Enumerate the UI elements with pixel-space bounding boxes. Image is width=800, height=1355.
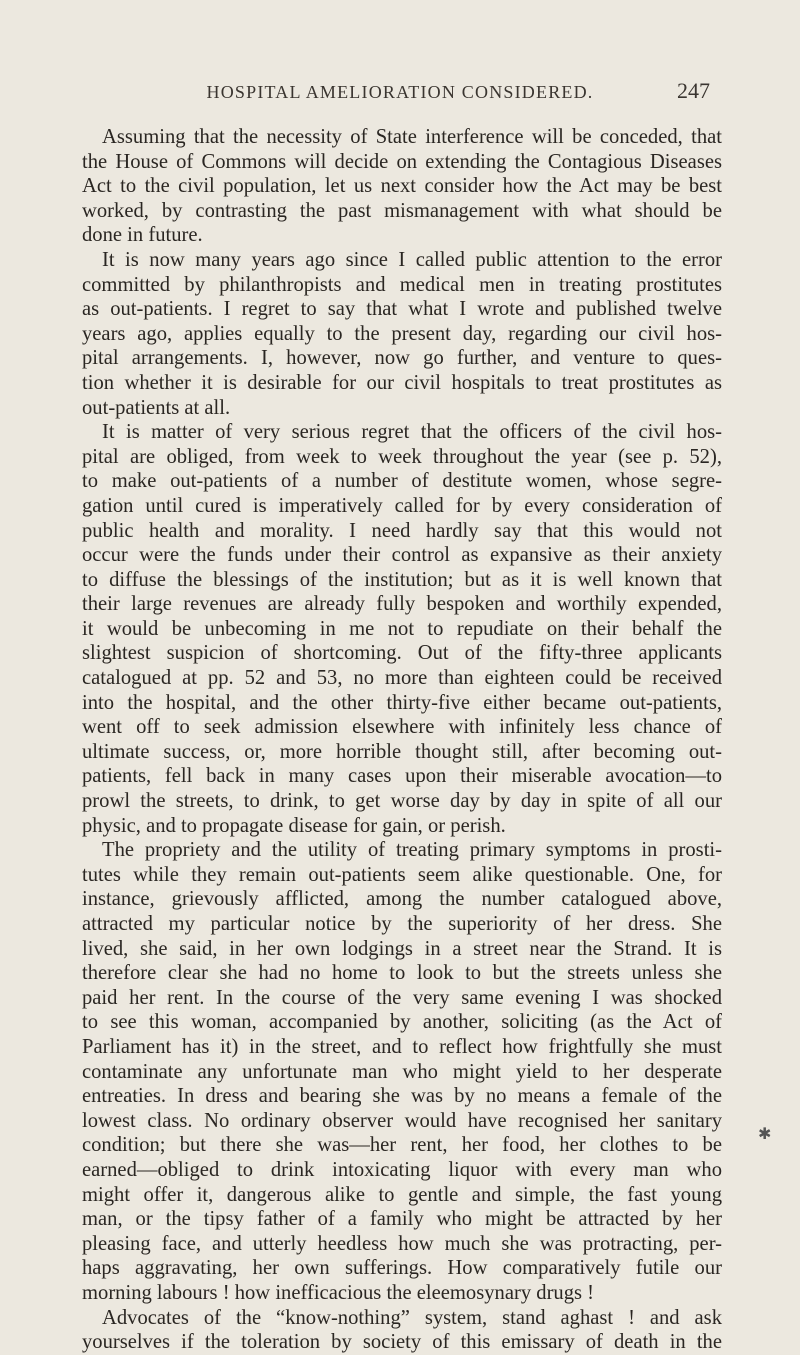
text-line: to see this woman, accompanied by another, soliciting (as the Act of (82, 1011, 722, 1034)
text-line: gation until cured is imperatively called for by every consideration of (82, 494, 722, 517)
text-line: patients, fell back in many cases upon their miserable avocation—to (82, 765, 722, 788)
paragraph (82, 420, 722, 838)
text-line: done in future. (82, 224, 203, 247)
text-line: Parliament has it) in the street, and to reflect how frightfully she must (82, 1035, 722, 1058)
text-line: entreaties. In dress and bearing she was by no means a female of the (82, 1085, 722, 1108)
text-line: catalogued at pp. 52 and 53, no more than eighteen could be received (82, 667, 722, 690)
text-line: earned—obliged to drink intoxicating liquor with every man who (82, 1158, 722, 1181)
text-line: the House of Commons will decide on extending the Contagious Diseases (82, 150, 722, 173)
text-line: pital arrangements. I, however, now go further, and venture to ques- (82, 347, 722, 370)
running-title: HOSPITAL AMELIORATION CONSIDERED. (206, 82, 594, 102)
page-number: 247 (677, 78, 710, 103)
text-line: tutes while they remain out-patients seem alike questionable. One, for (82, 863, 722, 886)
text-line: might offer it, dangerous alike to gentle and simple, the fast young (82, 1183, 722, 1206)
text-line: out-patients at all. (82, 396, 231, 419)
text-line: tion whether it is desirable for our civil hospitals to treat prostitutes as (82, 371, 722, 394)
text-line: It is now many years ago since I called public attention to the error (102, 248, 722, 271)
text-line: yourselves if the toleration by society of this emissary of death in the (82, 1331, 722, 1354)
paragraph (82, 125, 722, 248)
text-line: into the hospital, and the other thirty-five either became out-patients, (82, 691, 722, 714)
text-line: as out-patients. I regret to say that what I wrote and published twelve (82, 298, 722, 321)
text-line: pital are obliged, from week to week throughout the year (see p. 52), (82, 445, 722, 468)
paragraph (82, 1306, 722, 1355)
text-line: Act to the civil population, let us next consider how the Act may be best (82, 175, 722, 198)
text-line: therefore clear she had no home to look to but the streets unless she (82, 962, 722, 985)
running-head (0, 78, 800, 112)
text-line: contaminate any unfortunate man who might yield to her desperate (82, 1060, 722, 1083)
text-line: to diffuse the blessings of the institution; but as it is well known that (82, 568, 722, 591)
paragraph (82, 248, 722, 420)
text-line: ultimate success, or, more horrible thought still, after becoming out- (82, 740, 722, 763)
text-line: man, or the tipsy father of a family who might be attracted by her (82, 1208, 722, 1231)
text-line: Assuming that the necessity of State interference will be conceded, that (102, 126, 722, 148)
text-line: lived, she said, in her own lodgings in a street near the Strand. It is (82, 937, 722, 960)
text-line: It is matter of very serious regret that the officers of the civil hos- (102, 421, 722, 444)
text-line: lowest class. No ordinary observer would have recognised her sanitary (82, 1109, 722, 1132)
margin-asterisk-mark: ✱ (758, 1126, 772, 1143)
text-line: to make out-patients of a number of destitute women, whose segre- (82, 470, 722, 493)
text-line: attracted my particular notice by the superiority of her dress. She (82, 913, 722, 935)
text-line: condition; but there she was—her rent, her food, her clothes to be (82, 1134, 722, 1157)
text-line: public health and morality. I need hardly say that this would not (82, 519, 722, 542)
text-line: The propriety and the utility of treating primary symptoms in prosti- (102, 839, 722, 862)
text-line: slightest suspicion of shortcoming. Out of the fifty-three applicants (82, 642, 722, 665)
text-line: instance, grievously afflicted, among the number catalogued above, (82, 888, 722, 911)
text-line: worked, by contrasting the past mismanagement with what should be (82, 199, 722, 222)
text-line: their large revenues are already fully bespoken and worthily expended, (82, 593, 722, 616)
text-line: paid her rent. In the course of the very same evening I was shocked (82, 986, 722, 1009)
text-line: committed by philanthropists and medical men in treating prostitutes (82, 273, 722, 296)
text-line: morning labours ! how inefficacious the eleemosynary drugs ! (82, 1281, 595, 1304)
text-line: went off to seek admission elsewhere with infinitely less chance of (82, 716, 722, 739)
body-text (82, 125, 722, 1355)
text-line: prowl the streets, to drink, to get worse day by day in spite of all our (82, 790, 722, 813)
paragraph (82, 838, 722, 1305)
text-line: haps aggravating, her own sufferings. How comparatively futile our (82, 1257, 722, 1280)
text-line: physic, and to propagate disease for gain, or perish. (82, 814, 506, 837)
text-line: pleasing face, and utterly heedless how much she was protracting, per- (82, 1232, 722, 1255)
text-line: it would be unbecoming in me not to repudiate on their behalf the (82, 617, 722, 640)
text-line: Advocates of the “know-nothing” system, stand aghast ! and ask (102, 1306, 722, 1329)
text-line: years ago, applies equally to the present day, regarding our civil hos- (82, 322, 722, 345)
text-line: occur were the funds under their control as expansive as their anxiety (82, 544, 722, 567)
